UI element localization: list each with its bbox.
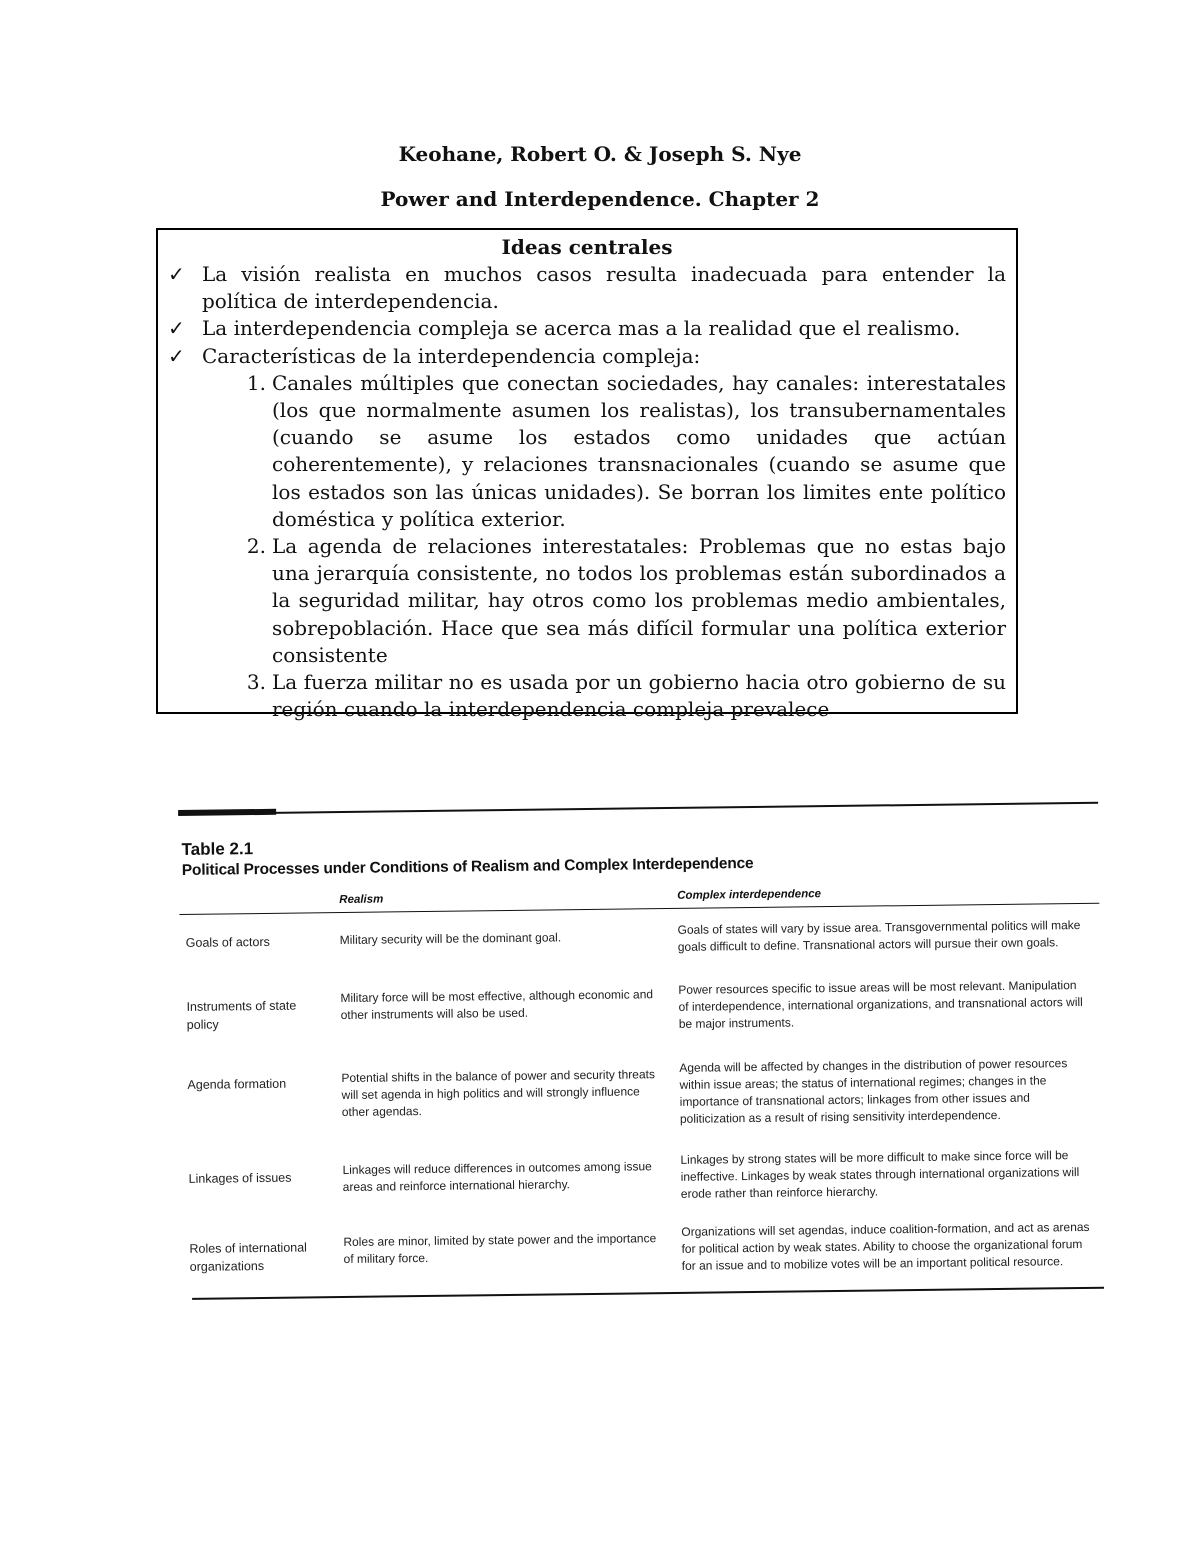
check-item [168, 343, 1006, 370]
row-realism-cell: Military security will be the dominant goal. [339, 930, 562, 948]
row-complex-cell: Goals of states will vary by issue area. Transgovernmental politics will make goals difficult to define. Transnational actors will pursue their own goals. [677, 917, 1081, 954]
table-bottom-rule [192, 1287, 1104, 1300]
column-header-realism: Realism [339, 893, 384, 907]
table-row [181, 1055, 1103, 1126]
scanned-table [178, 789, 1106, 1320]
numbered-item [246, 669, 1006, 723]
numbered-marker: 2. [246, 534, 266, 559]
numbered-item [246, 533, 1006, 669]
numbered-item-text: Canales múltiples que conectan sociedades, hay canales: interestatales (los que normalmente asumen los realistas), los transubernamentales (cuando se asume los estados como unidades que actúan coherentemente), y relaciones transnacionales (cuando se asume que los estados son las únicas unidades). Se borran los limites ente político doméstica y política exterior. [272, 370, 1006, 531]
table-title: Political Processes under Conditions of Realism and Complex Interdependence [181, 854, 754, 879]
row-label: Goals of actors [185, 934, 270, 950]
numbered-marker: 1. [246, 370, 266, 395]
check-item-text: La visión realista en muchos casos resulta inadecuada para entender la política de interdependencia. [202, 262, 1006, 314]
row-realism-cell: Military force will be most effective, although economic and other instruments will also be used. [340, 987, 654, 1023]
row-realism-cell: Roles are minor, limited by state power and the importance of military force. [343, 1231, 657, 1267]
row-label: Roles of international organizations [189, 1240, 307, 1274]
table-row [180, 977, 1102, 1032]
row-complex-cell: Power resources specific to issue areas will be most relevant. Manipulation of interdependence, international organizations, and transnational actors will be major instruments. [678, 978, 1083, 1031]
checkmark-icon: ✓ [168, 343, 185, 368]
check-list [168, 261, 1006, 370]
table-row [183, 1219, 1105, 1274]
checkmark-icon: ✓ [168, 316, 185, 341]
check-item [168, 315, 1006, 342]
numbered-item-text: La agenda de relaciones interestatales: Problemas que no estas bajo una jerarquía consistente, no todos los problemas están subordinados a la seguridad militar, hay otros como los problemas medio ambientales, sobrepoblación. Hace que sea más difícil formular una política exterior consistente [272, 534, 1006, 667]
check-item-text: Características de la interdependencia compleja: [202, 343, 701, 368]
ideas-heading: Ideas centrales [501, 235, 673, 259]
numbered-item [246, 370, 1006, 533]
table-label: Table 2.1 [181, 839, 254, 859]
check-item-text: La interdependencia compleja se acerca mas a la realidad que el realismo. [202, 316, 961, 341]
document-title: Power and Interdependence. Chapter 2 [380, 187, 820, 211]
row-realism-cell: Linkages will reduce differences in outcomes among issue areas and reinforce international hierarchy. [342, 1159, 652, 1195]
numbered-list [168, 370, 1006, 724]
document-author: Keohane, Robert O. & Joseph S. Nye [398, 142, 802, 166]
row-label: Agenda formation [187, 1076, 287, 1092]
column-header-complex: Complex interdependence [677, 888, 822, 902]
ideas-centrales-box [156, 228, 1018, 722]
table-row [182, 1147, 1104, 1201]
checkmark-icon: ✓ [168, 262, 185, 286]
row-label: Instruments of state policy [186, 998, 297, 1032]
row-complex-cell: Agenda will be affected by changes in the distribution of power resources within issue areas; the status of international regimes; changes in the importance of transnational actors; linkages from other issues and politicization as a result of rising sensitivity interdependence. [679, 1056, 1068, 1126]
check-item [168, 261, 1006, 315]
numbered-marker: 3. [246, 670, 266, 695]
row-label: Linkages of issues [188, 1170, 292, 1186]
table-row [180, 917, 1102, 954]
row-complex-cell: Organizations will set agendas, induce coalition-formation, and act as arenas for political action by weak states. Ability to choose the organizational forum for an issue and to mobilize votes will be an important political resource. [681, 1219, 1090, 1273]
numbered-item-text: La fuerza militar no es usada por un gobierno hacia otro gobierno de su región cuando la interdependencia compleja prevalece [272, 670, 1006, 722]
row-complex-cell: Linkages by strong states will be more difficult to make since force will be ineffective. Linkages by weak states through international organizations will erode rather than reinforce hierarchy. [680, 1148, 1080, 1201]
header-rule [179, 903, 1099, 915]
table-top-rule [178, 802, 1098, 815]
row-realism-cell: Potential shifts in the balance of power and security threats will set agenda in high politics and will strongly influence other agendas. [341, 1067, 655, 1120]
